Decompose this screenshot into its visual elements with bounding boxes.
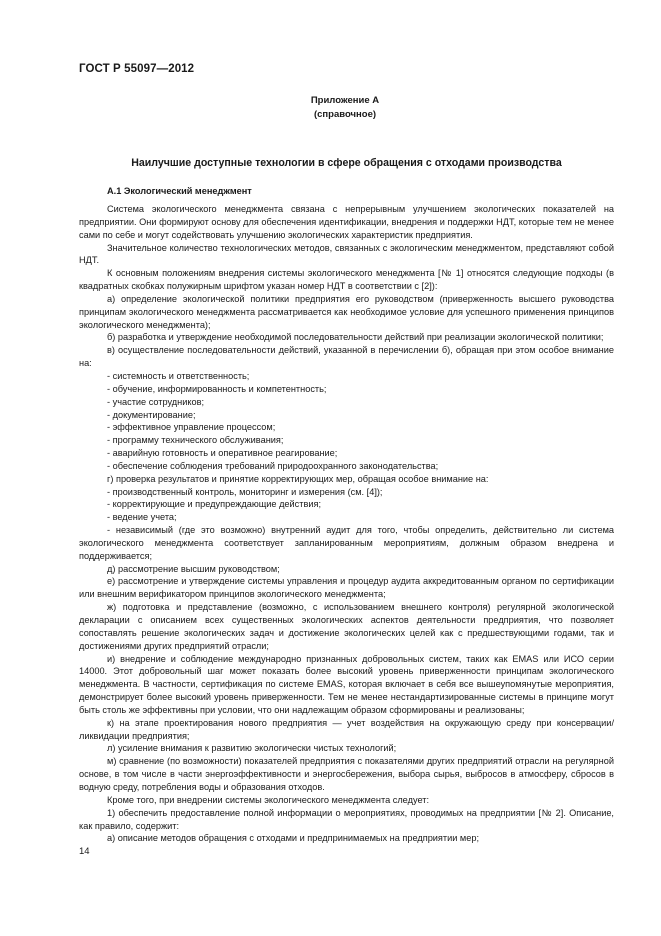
list-item: в) осуществление последовательности действий, указанной в перечислении б), обращая при этом особое внимание на: bbox=[79, 345, 614, 369]
list-item: а) описание методов обращения с отходами и предпринимаемых на предприятии мер; bbox=[107, 833, 480, 844]
dash-item: - системность и ответственность; bbox=[107, 370, 250, 381]
annex-title: Приложение А bbox=[310, 95, 380, 106]
dash-item-wrapped: - независимый (где это возможно) внутренний аудит для того, чтобы определить, действительно ли система экологического менеджмента соответствует запланированным мероприятиям, должным образом внедрена и поддерживается; bbox=[79, 525, 614, 561]
document-header: ГОСТ Р 55097—2012 bbox=[79, 63, 195, 75]
list-item: е) рассмотрение и утверждение системы управления и процедур аудита аккредитованным органом по сертификации или внешним верификатором принципов экологического менеджмента; bbox=[79, 576, 614, 600]
dash-item: - производственный контроль, мониторинг и измерения (см. [4]); bbox=[107, 486, 383, 497]
section-heading: А.1 Экологический менеджмент bbox=[107, 186, 252, 196]
annex-note: (справочное) bbox=[313, 109, 377, 120]
dash-item: - документирование; bbox=[107, 409, 196, 420]
dash-item: - эффективное управление процессом; bbox=[107, 422, 276, 433]
list-item: а) определение экологической политики предприятия его руководством (приверженность высшего руководства принципам экологического менеджмента рассматривается как необходимое условие для успешного применения принципов экологического менеджмента); bbox=[79, 293, 614, 330]
list-item: к) на этапе проектирования нового предприятия — учет воздействия на окружающую среду при консервации/ликвидации предприятия; bbox=[79, 717, 614, 741]
annex-block bbox=[300, 94, 390, 122]
list-item: л) усиление внимания к развитию экологически чистых технологий; bbox=[107, 743, 397, 754]
paragraph: К основным положениям внедрения системы экологического менеджмента [№ 1] относятся следующие подходы (в квадратных скобках полужирным шрифтом указан номер НДТ в соответствии с [2]): bbox=[79, 268, 614, 292]
list-item: г) проверка результатов и принятие корректирующих мер, обращая особое внимание на: bbox=[107, 473, 489, 484]
paragraph: Система экологического менеджмента связана с непрерывным улучшением экологических показателей на предприятии. Они формируют основу для обеспечения идентификации, внедрения и поддержки НДТ, которые тем не менее сами по себе и могут содействовать улучшению экологических характеристик предприятия. bbox=[79, 204, 614, 240]
list-item: и) внедрение и соблюдение международно признанных добровольных систем, таких как EMAS или ИСО серии 14000. Этот добровольный шаг может показать более высокий уровень приверженности принципам экологического менеджмента. В частности, сертификация по системе EMAS, которая включает в себя все вышеупомянутые мероприятия, демонстрирует более высокий уровень приверженности. Тем не менее нестандартизированные системы в принципе могут быть столь же эффективны при условии, что они надлежащим образом сформированы и реализованы; bbox=[79, 653, 614, 715]
list-item: д) рассмотрение высшим руководством; bbox=[107, 563, 280, 574]
paragraph: Кроме того, при внедрении системы экологического менеджмента следует: bbox=[107, 794, 430, 805]
document-body bbox=[79, 203, 614, 845]
dash-item: - обучение, информированность и компетентность; bbox=[107, 383, 327, 394]
dash-item: - корректирующие и предупреждающие действия; bbox=[107, 499, 322, 510]
dash-item: - участие сотрудников; bbox=[107, 396, 205, 407]
list-item: м) сравнение (по возможности) показателей предприятия с показателями других предприятий отрасли на регулярной основе, в том числе в части энергоэффективности и энергосбережения, выбора сырья, выбросов в атмосферу, сбросов в водную среду, потребления воды и образования отходов. bbox=[79, 756, 614, 792]
paragraph: Значительное количество технологических методов, связанных с экологическим менеджментом, представляют собой НДТ. bbox=[79, 242, 614, 266]
dash-item: - ведение учета; bbox=[107, 512, 177, 523]
list-item: б) разработка и утверждение необходимой последовательности действий при реализации экологической политики; bbox=[107, 332, 604, 343]
page-number: 14 bbox=[79, 846, 90, 857]
list-item: 1) обеспечить предоставление полной информации о мероприятиях, проводимых на предприятии [№ 2]. Описание, как правило, содержит: bbox=[79, 807, 614, 831]
dash-item: - программу технического обслуживания; bbox=[107, 435, 284, 446]
list-item: ж) подготовка и представление (возможно, с использованием внешнего контроля) регулярной экологической декларации с описанием всех существенных экологических аспектов деятельности предприятия, что позволяет сопоставлять решение экологических задач и достижение экологических целей как с предшествующими годами, так и достижениями других предприятий отрасли; bbox=[79, 602, 614, 651]
page-title: Наилучшие доступные технологии в сфере обращения с отходами производства bbox=[131, 157, 562, 169]
dash-item: - аварийную готовность и оперативное реагирование; bbox=[107, 448, 338, 459]
dash-item: - обеспечение соблюдения требований природоохранного законодательства; bbox=[107, 460, 439, 471]
